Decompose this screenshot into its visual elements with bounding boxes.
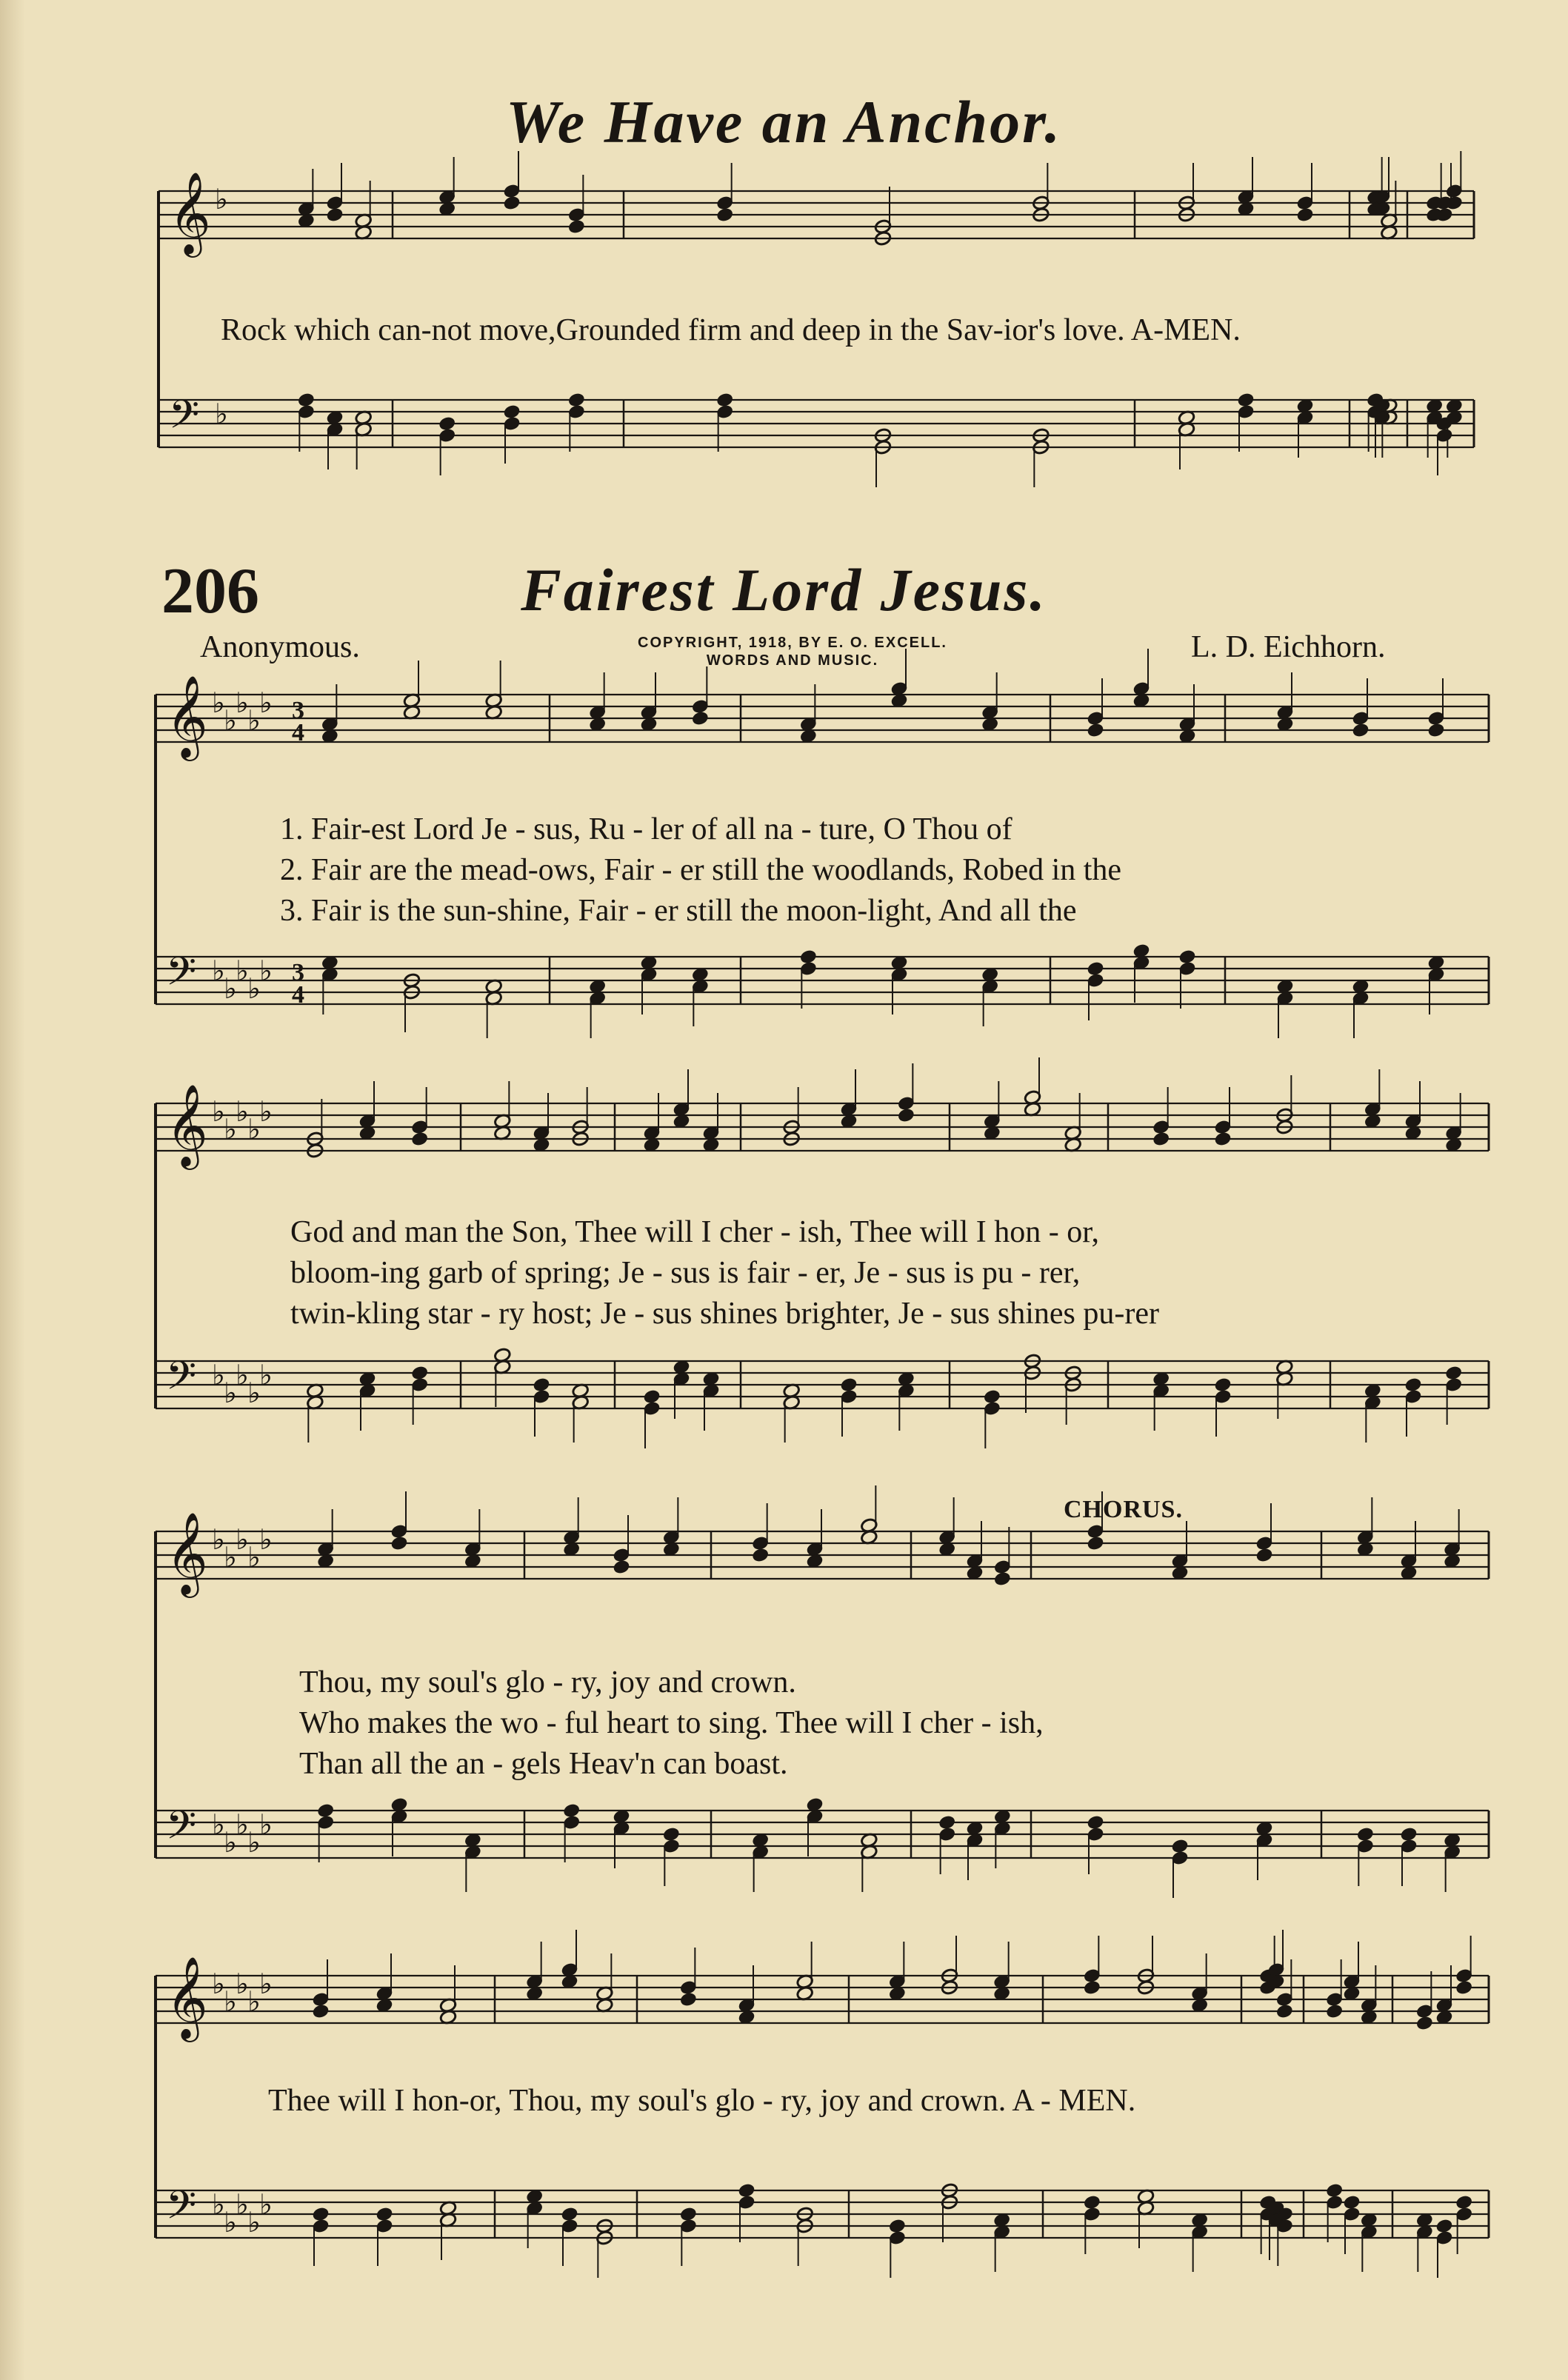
system4-flat-sign: ♭	[247, 1985, 261, 2018]
system1-flat-sign: ♭	[247, 704, 261, 737]
note-head	[1255, 1548, 1273, 1563]
note-head	[1152, 1131, 1170, 1147]
verse-1-line-a: 1. Fair-est Lord Je - sus, Ru - ler of all na - ture, O Thou of	[280, 812, 1012, 846]
note-head	[1237, 392, 1255, 408]
note-head	[1404, 1377, 1422, 1393]
note-head	[738, 2183, 755, 2199]
system2-flat-sign: ♭	[224, 1377, 237, 1409]
note-head	[993, 1571, 1011, 1587]
system2-flat-sign: ♭	[247, 1377, 261, 1409]
note-head	[752, 1548, 770, 1563]
note-head	[1178, 949, 1196, 965]
note-head	[613, 1560, 630, 1575]
note-head	[1171, 1839, 1189, 1854]
verse-2-line-a: 2. Fair are the mead-ows, Fair - er still the woodlands, Robed in the	[280, 853, 1122, 887]
system3-flat-sign: ♭	[259, 1808, 273, 1841]
system1-bass-clef: 𝄢	[166, 949, 197, 1004]
lyric-line-anchor: Rock which can-not move,Grounded firm and deep in the Sav-ior's love. A-MEN.	[221, 313, 1241, 347]
note-head	[1214, 1377, 1232, 1393]
time-signature-digit: 4	[292, 981, 304, 1009]
system2-flat-sign: ♭	[259, 1095, 273, 1128]
note-head	[716, 392, 734, 408]
system3-flat-sign: ♭	[224, 1826, 237, 1859]
note-head	[716, 207, 734, 223]
system1-flat-sign: ♭	[259, 955, 273, 987]
note-head	[643, 1389, 661, 1405]
note-head	[1352, 723, 1370, 738]
system4-bass-clef: 𝄢	[166, 2183, 197, 2238]
note-head	[799, 949, 817, 965]
note-head	[376, 2207, 393, 2222]
note-head	[983, 1389, 1001, 1405]
system4-flat-sign: ♭	[236, 2188, 249, 2221]
system2-bass-clef: 𝄢	[166, 1354, 197, 1408]
note-head	[1296, 207, 1314, 223]
system2-flat-sign: ♭	[224, 1113, 237, 1146]
copyright-notice-line2: WORDS AND MUSIC.	[706, 652, 879, 669]
note-head	[390, 1536, 408, 1551]
note-head	[411, 1131, 429, 1147]
note-head	[938, 1815, 956, 1831]
system2-flat-sign: ♭	[212, 1095, 225, 1128]
anchor-flat-sign: ♭	[215, 183, 228, 215]
system3-flat-sign: ♭	[224, 1541, 237, 1574]
system1-flat-sign: ♭	[259, 686, 273, 719]
hymn-title-fairest-lord-jesus: Fairest Lord Jesus.	[521, 556, 1047, 624]
system1-flat-sign: ♭	[212, 686, 225, 719]
verse-1-line-b: God and man the Son, Thee will I cher - ish, Thee will I hon - or,	[290, 1215, 1100, 1249]
anchor-treble-clef: 𝄞	[169, 171, 211, 254]
system2-flat-sign: ♭	[259, 1359, 273, 1391]
note-head	[1427, 723, 1445, 738]
system2-flat-sign: ♭	[236, 1095, 249, 1128]
note-head	[679, 1992, 697, 2008]
time-signature-digit: 4	[292, 719, 304, 746]
final-line: Thee will I hon-or, Thou, my soul's glo - ry, joy and crown. A - MEN.	[268, 2084, 1136, 2118]
system4-flat-sign: ♭	[247, 2206, 261, 2239]
note-head	[567, 392, 585, 408]
note-head	[1087, 723, 1104, 738]
system3-flat-sign: ♭	[259, 1523, 273, 1556]
note-head	[1083, 1980, 1101, 1996]
system4-flat-sign: ♭	[259, 2188, 273, 2221]
note-head	[326, 207, 344, 223]
hymn-title-we-have-an-anchor: We Have an Anchor.	[505, 88, 1063, 156]
system1-flat-sign: ♭	[224, 704, 237, 737]
note-head	[1400, 1827, 1418, 1842]
verse-2-line-c: Who makes the wo - ful heart to sing. Thee will I cher - ish,	[299, 1706, 1044, 1740]
system3-treble-clef: 𝄞	[166, 1511, 208, 1594]
note-head	[317, 1803, 335, 1819]
note-head	[533, 1377, 550, 1393]
note-head	[1326, 2183, 1344, 2199]
system3-flat-sign: ♭	[212, 1523, 225, 1556]
note-head	[563, 1803, 581, 1819]
note-head	[1087, 1815, 1104, 1831]
note-head	[1356, 1827, 1374, 1842]
system4-flat-sign: ♭	[212, 1968, 225, 2000]
anchor-bass-clef: 𝄢	[169, 392, 200, 447]
system3-flat-sign: ♭	[236, 1808, 249, 1841]
system2-treble-clef: 𝄞	[166, 1083, 208, 1166]
system4-flat-sign: ♭	[259, 1968, 273, 2000]
time-signature-digit: 3	[292, 959, 304, 986]
verse-3-line-a: 3. Fair is the sun-shine, Fair - er still the moon-light, And all the	[280, 894, 1077, 928]
note-head	[1343, 2195, 1361, 2210]
note-head	[1275, 2004, 1293, 2019]
note-head	[503, 195, 521, 211]
verse-3-line-b: twin-kling star - ry host; Je - sus shines brighter, Je - sus shines pu-rer	[290, 1297, 1159, 1331]
note-head	[1326, 2004, 1344, 2019]
note-head	[1455, 2195, 1473, 2210]
chorus-label: CHORUS.	[1064, 1496, 1183, 1523]
system3-flat-sign: ♭	[247, 1826, 261, 1859]
note-head	[1083, 2195, 1101, 2210]
time-signature-digit: 3	[292, 697, 304, 724]
system4-flat-sign: ♭	[212, 2188, 225, 2221]
note-head	[297, 392, 315, 408]
copyright-notice-line1: COPYRIGHT, 1918, BY E. O. EXCELL.	[638, 635, 947, 651]
system1-treble-clef: 𝄞	[166, 675, 208, 758]
verse-3-line-c: Than all the an - gels Heav'n can boast.	[299, 1747, 788, 1781]
system3-flat-sign: ♭	[212, 1808, 225, 1841]
note-head	[691, 711, 709, 726]
note-head	[438, 416, 456, 432]
system1-flat-sign: ♭	[236, 955, 249, 987]
system2-flat-sign: ♭	[212, 1359, 225, 1391]
note-head	[1445, 1366, 1463, 1381]
note-head	[503, 404, 521, 420]
system4-flat-sign: ♭	[224, 2206, 237, 2239]
note-head	[1455, 1980, 1473, 1996]
hymn-number: 206	[161, 555, 259, 627]
note-head	[1214, 1131, 1232, 1147]
system4-flat-sign: ♭	[236, 1968, 249, 2000]
system4-flat-sign: ♭	[224, 1985, 237, 2018]
system3-flat-sign: ♭	[236, 1523, 249, 1556]
system3-bass-clef: 𝄢	[166, 1803, 197, 1858]
note-head	[567, 219, 585, 235]
note-head	[1087, 961, 1104, 977]
verse-1-line-c: Thou, my soul's glo - ry, joy and crown.	[299, 1665, 796, 1699]
system4-treble-clef: 𝄞	[166, 1956, 208, 2039]
note-head	[662, 1827, 680, 1842]
note-head	[312, 2207, 330, 2222]
note-head	[888, 2219, 906, 2234]
system1-flat-sign: ♭	[212, 955, 225, 987]
system1-flat-sign: ♭	[224, 972, 237, 1005]
note-head	[840, 1377, 858, 1393]
words-author: Anonymous.	[200, 630, 360, 664]
system2-flat-sign: ♭	[247, 1113, 261, 1146]
note-head	[561, 2207, 578, 2222]
anchor-flat-sign: ♭	[215, 398, 228, 430]
composer: L. D. Eichhorn.	[1191, 630, 1386, 664]
note-head	[312, 2004, 330, 2019]
note-head	[679, 2207, 697, 2222]
note-head	[1087, 1536, 1104, 1551]
note-head	[897, 1108, 915, 1123]
system1-flat-sign: ♭	[247, 972, 261, 1005]
system1-flat-sign: ♭	[236, 686, 249, 719]
note-head	[411, 1366, 429, 1381]
verse-2-line-b: bloom-ing garb of spring; Je - sus is fair - er, Je - sus is pu - rer,	[290, 1256, 1081, 1290]
system2-flat-sign: ♭	[236, 1359, 249, 1391]
system3-flat-sign: ♭	[247, 1541, 261, 1574]
note-head	[1435, 2219, 1453, 2234]
note-head	[1415, 2016, 1433, 2031]
